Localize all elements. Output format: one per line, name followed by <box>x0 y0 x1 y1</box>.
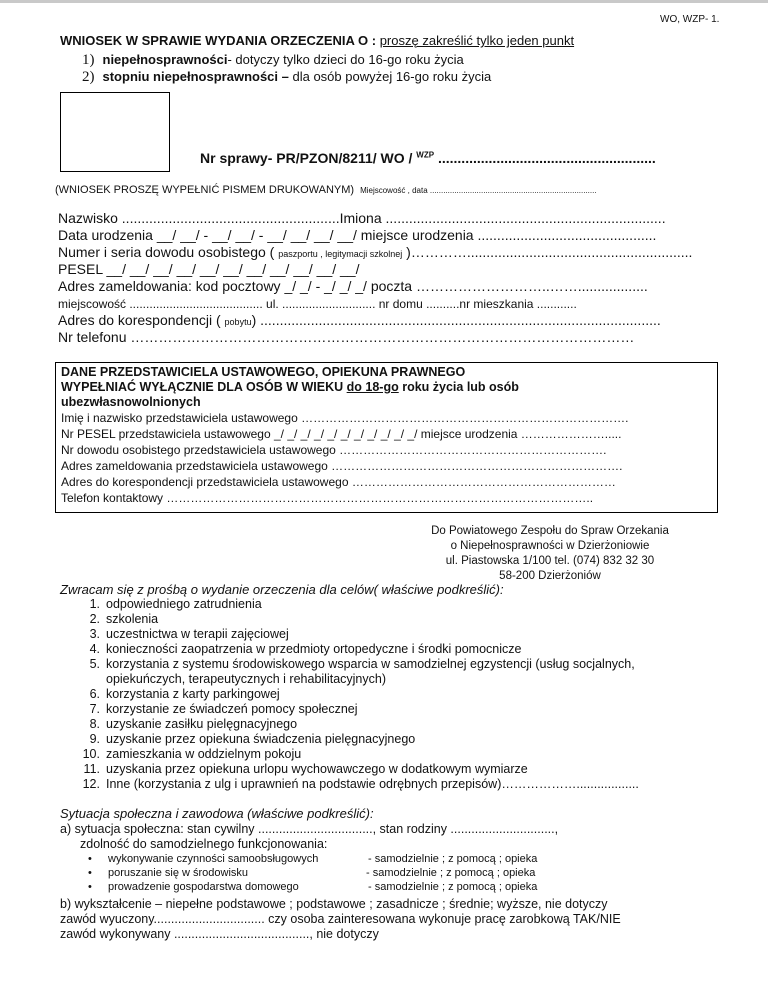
address-field[interactable]: Adres zameldowania: kod pocztowy _/ _/ - _/ _/ _/ poczta ………………………..…….................. <box>58 278 648 294</box>
item-number: 2. <box>89 612 100 626</box>
rep-heading-2b: do 18-go <box>346 380 399 394</box>
rep-heading-1: DANE PRZEDSTAWICIELA USTAWOWEGO, OPIEKUNA PRAWNEGO <box>61 365 466 379</box>
bullet-icon: • <box>88 881 92 893</box>
item-text: uzyskania przez opiekuna urlopu wychowawczego w dodatkowym wymiarze <box>106 762 528 776</box>
purpose-item[interactable] <box>72 687 280 701</box>
mobility-row[interactable] <box>88 867 249 879</box>
address-line: ul. Piastowska 1/100 tel. (074) 832 32 30 <box>445 555 655 567</box>
item-text: uzyskanie zasiłku pielęgnacyjnego <box>106 717 298 731</box>
request-heading: Zwracam się z prośbą o wydanie orzeczenia dla celów( właściwe podkreślić): <box>60 582 504 597</box>
rep-pesel-field[interactable]: Nr PESEL przedstawiciela ustawowego _/ _/ _/ _/ _/ _/ _/ _/ _/ _/ _/ miejsce urodzenia …………………..... <box>61 427 622 441</box>
purpose-item[interactable] <box>72 657 635 671</box>
item-text: odpowiedniego zatrudnienia <box>106 597 262 611</box>
purpose-item[interactable] <box>72 642 521 656</box>
item-number: 10. <box>82 747 100 761</box>
purpose-item[interactable] <box>72 732 415 746</box>
address-line: 58-200 Dzierżoniów <box>499 570 601 582</box>
item-number: 3. <box>89 627 100 641</box>
item-number: 9. <box>89 732 100 746</box>
purpose-item[interactable] <box>72 747 301 761</box>
purpose-item[interactable] <box>72 612 158 626</box>
mobility-options[interactable]: - samodzielnie ; z pomocą ; opieka <box>366 867 536 879</box>
id-document-label: Numer i seria dowodu osobistego ( <box>58 244 279 260</box>
form-title <box>60 33 574 48</box>
id-document-blank: )………….......................................................... <box>402 244 693 260</box>
item-number: 7. <box>89 702 100 716</box>
address-line: Do Powiatowego Zespołu do Spraw Orzekania <box>431 525 669 537</box>
id-document-field[interactable] <box>58 244 692 260</box>
top-border <box>0 0 768 3</box>
item-text: konieczności zaopatrzenia w przedmioty ortopedyczne i środki pomocnicze <box>106 642 522 656</box>
item-number: 8. <box>89 717 100 731</box>
rep-heading-2 <box>61 380 519 394</box>
bullet-icon: • <box>88 867 92 879</box>
rep-correspondence-field[interactable]: Adres do korespondencji przedstawiciela ustawowego ………………………………………………………… <box>61 475 616 489</box>
option-bold: niepełnosprawności <box>102 52 228 67</box>
rep-heading-3: ubezwłasnowolnionych <box>61 395 201 409</box>
bullet-icon: • <box>88 853 92 865</box>
item-text: opiekuńczych, terapeutycznych i rehabilitacyjnych) <box>106 672 386 686</box>
correspondence-blank: ) ....................................................................................................... <box>251 312 661 328</box>
purpose-item[interactable] <box>72 777 639 791</box>
case-number-label: Nr sprawy- PR/PZON/8211/ WO / <box>200 150 417 166</box>
option-text: - dotyczy tylko dzieci do 16-go roku życia <box>227 52 464 67</box>
hint-text: (WNIOSEK PROSZĘ WYPEŁNIĆ PISMEM DRUKOWANYM) <box>55 184 355 196</box>
rep-heading-2c: roku życia lub osób <box>398 380 519 394</box>
birth-date-field[interactable]: Data urodzenia __/ __/ - __/ __/ - __/ __/ __/ __/ miejsce urodzenia .............................................. <box>58 227 657 243</box>
item-number: 4. <box>89 642 100 656</box>
case-number-field[interactable]: ........................................................ <box>434 150 656 166</box>
rep-id-field[interactable]: Nr dowodu osobistego przedstawiciela ustawowego …………………………………………………………. <box>61 443 607 457</box>
rep-phone-field[interactable]: Telefon kontaktowy …………………………………………………………………………………………….. <box>61 491 594 505</box>
purpose-item[interactable] <box>72 627 289 641</box>
marital-status-field[interactable]: a) sytuacja społeczna: stan cywilny ................................., stan rodziny .............................., <box>60 822 559 836</box>
stamp-box <box>60 92 170 172</box>
item-text: korzystania z systemu środowiskowego wsparcia w samodzielnej egzystencji (usług socjalnych, <box>106 657 635 671</box>
item-number: 11. <box>83 762 100 776</box>
item-text: szkolenia <box>106 612 159 626</box>
rep-address-field[interactable]: Adres zameldowania przedstawiciela ustawowego ………………………………………………………………. <box>61 459 623 473</box>
profession-field[interactable]: zawód wyuczony................................ czy osoba zainteresowana wykonuje pracę zarobkową TAK/NIE <box>60 912 621 926</box>
correspondence-label: Adres do korespondencji ( <box>58 312 225 328</box>
correspondence-note: pobytu <box>224 317 252 327</box>
rep-heading-2a: WYPEŁNIAĆ WYŁĄCZNIE DLA OSÓB W WIEKU <box>61 380 347 394</box>
locality-field[interactable]: miejscowość ........................................ ul. ............................ nr domu ..........nr mieszkania ............ <box>58 297 577 311</box>
independence-label: zdolność do samodzielnego funkcjonowania: <box>80 837 328 851</box>
bullet-text: poruszanie się w środowisku <box>108 867 249 879</box>
option-number: 2) <box>82 69 95 85</box>
title-instruction: proszę zakreślić tylko jeden punkt <box>379 33 575 48</box>
current-job-field[interactable]: zawód wykonywany ......................................., nie dotyczy <box>60 927 379 941</box>
form-code: WO, WZP- 1. <box>660 14 720 25</box>
item-number: 5. <box>89 657 100 671</box>
correspondence-field[interactable] <box>58 312 661 328</box>
self-care-row[interactable] <box>88 853 319 865</box>
recipient-address <box>410 524 690 584</box>
purpose-item[interactable] <box>72 597 262 611</box>
print-hint <box>55 184 597 196</box>
self-care-options[interactable]: - samodzielnie ; z pomocą ; opieka <box>368 853 538 865</box>
option-number: 1) <box>82 52 95 68</box>
bullet-text: wykonywanie czynności samoobsługowych <box>108 853 319 865</box>
title-main: WNIOSEK W SPRAWIE WYDANIA ORZECZENIA O : <box>60 33 380 48</box>
item-text: uzyskanie przez opiekuna świadczenia pielęgnacyjnego <box>106 732 416 746</box>
option-2[interactable] <box>82 69 491 86</box>
bullet-text: prowadzenie gospodarstwa domowego <box>108 881 299 893</box>
item-text: korzystanie ze świadczeń pomocy społecznej <box>106 702 358 716</box>
purpose-item[interactable] <box>72 717 297 731</box>
purpose-item[interactable] <box>72 702 358 716</box>
purpose-item[interactable] <box>72 762 528 776</box>
option-1[interactable] <box>82 52 464 69</box>
rep-name-field[interactable]: Imię i nazwisko przedstawiciela ustawowego ………………………………………………………………………. <box>61 411 629 425</box>
item-number: 6. <box>89 687 100 701</box>
option-text: dla osób powyżej 16-go roku życia <box>288 69 492 84</box>
pesel-field[interactable]: PESEL __/ __/ __/ __/ __/ __/ __/ __/ __/ __/ __/ <box>58 261 360 277</box>
item-text: uczestnictwa w terapii zajęciowej <box>106 627 289 641</box>
option-bold: stopniu niepełnosprawności – <box>102 69 289 84</box>
household-options[interactable]: - samodzielnie ; z pomocą ; opieka <box>368 881 538 893</box>
item-number: 12. <box>82 777 100 791</box>
education-field[interactable]: b) wykształcenie – niepełne podstawowe ; podstawowe ; zasadnicze ; średnie; wyższe, nie dotyczy <box>60 897 608 911</box>
social-heading: Sytuacja społeczna i zawodowa (właściwe podkreślić): <box>60 806 374 821</box>
item-number: 1. <box>89 597 100 611</box>
purpose-item-continued <box>72 672 386 686</box>
case-number <box>200 150 656 166</box>
address-line: o Niepełnosprawności w Dzierżoniowie <box>450 540 650 552</box>
phone-field[interactable]: Nr telefonu ……………………………………………………………………………………………… <box>58 329 635 345</box>
place-date-field[interactable]: Miejscowość , data ........................................................................... <box>360 186 597 195</box>
case-number-sup: WZP <box>416 150 435 160</box>
item-text: korzystania z karty parkingowej <box>106 687 280 701</box>
item-text: zamieszkania w oddzielnym pokoju <box>106 747 302 761</box>
surname-field[interactable]: Nazwisko ........................................................Imiona ........................................................................ <box>58 210 666 226</box>
item-text: Inne (korzystania z ulg i uprawnień na podstawie odrębnych przepisów)……………….................. <box>106 777 639 791</box>
household-row[interactable] <box>88 881 299 893</box>
representative-section <box>55 362 718 513</box>
id-document-note: paszportu , legitymacji szkolnej <box>278 249 403 259</box>
